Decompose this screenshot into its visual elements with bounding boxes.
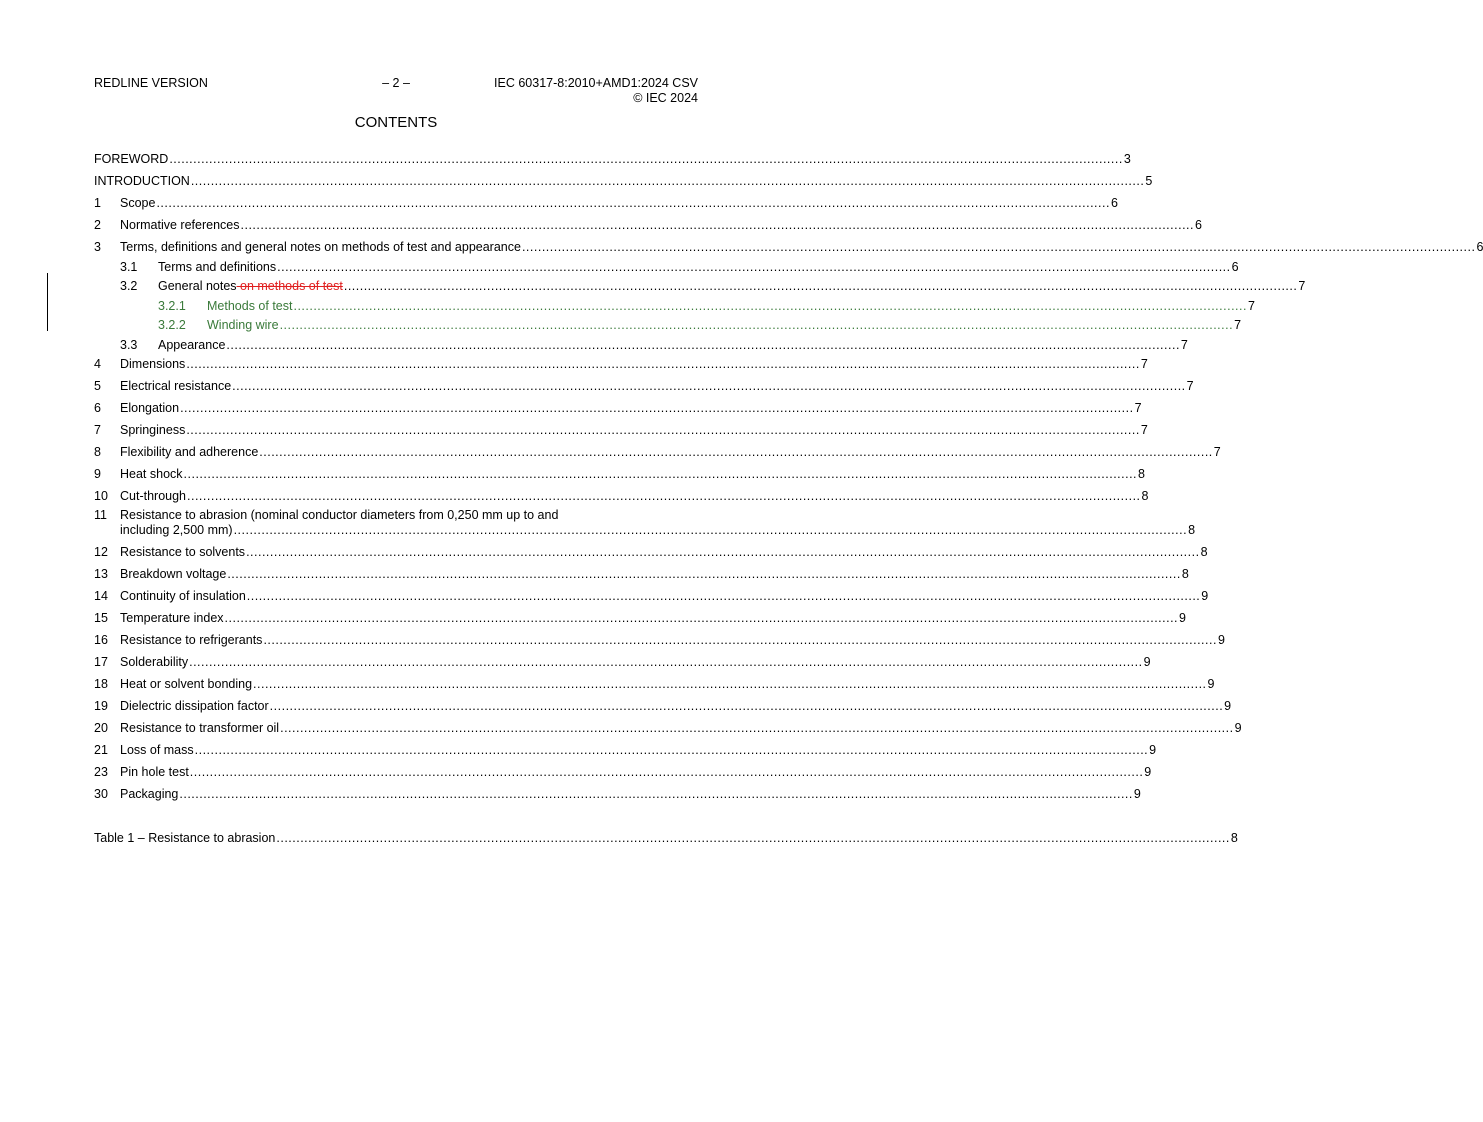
toc-entry-foreword[interactable]: [94, 145, 1131, 167]
toc-entry-elongation[interactable]: [94, 394, 1142, 416]
toc-entry-text: Solderability: [120, 654, 189, 669]
toc-entry-continuity-of-insulation[interactable]: [94, 582, 1209, 604]
toc-entry-number: 11: [94, 507, 107, 522]
toc-entry-number: 1: [94, 196, 101, 210]
toc-entry-dimensions[interactable]: [94, 353, 1148, 372]
toc-page-number: 9: [1234, 720, 1242, 735]
toc-entry-text: Breakdown voltage: [120, 566, 227, 581]
dot-leader: [270, 699, 1224, 714]
dot-leader: [293, 299, 1247, 314]
toc-entry-terms[interactable]: [94, 233, 1483, 255]
toc-entry-temperature-index[interactable]: [94, 604, 1186, 626]
toc-entry-number: 3.2.2: [158, 318, 186, 332]
section-spacer: [94, 802, 698, 824]
toc-entry-number: 9: [94, 466, 101, 481]
toc-entry-number: 19: [94, 698, 108, 713]
toc-entry-number: 8: [94, 444, 101, 459]
dot-leader: [184, 467, 1138, 482]
toc-entry-dielectric-dissipation-factor[interactable]: [94, 692, 1232, 714]
toc-page-number: 8: [1141, 488, 1149, 503]
toc-page-number: 9: [1224, 698, 1232, 713]
toc-page-number: 7: [1234, 318, 1242, 332]
toc-page-number: 7: [1140, 356, 1148, 371]
toc-entry-winding-wire[interactable]: [94, 314, 1242, 334]
toc-entry-text: Packaging: [120, 786, 179, 801]
toc-entry-text: Resistance to abrasion (nominal conductor diameters from 0,250 mm up to and: [120, 507, 559, 522]
toc-entry-text: INTRODUCTION: [94, 174, 190, 188]
toc-page-number: 3: [1123, 152, 1131, 166]
toc-entry-text: Heat shock: [120, 466, 183, 481]
toc-entry-text: Continuity of insulation: [120, 588, 246, 603]
toc-page-number: 5: [1145, 174, 1153, 188]
dot-leader: [247, 589, 1201, 604]
toc-entry-text: including 2,500 mm): [120, 522, 233, 537]
toc-entry-number: 13: [94, 566, 108, 581]
dot-leader: [156, 196, 1110, 211]
toc-page-number: 9: [1149, 742, 1157, 757]
toc-entry-text: General notes: [158, 279, 237, 293]
toc-entry-appearance[interactable]: [94, 333, 1188, 353]
toc-entry-number: 3: [94, 240, 101, 254]
toc-entry-text: Loss of mass: [120, 742, 194, 757]
toc-entry-number: 6: [94, 400, 101, 415]
header-standard-id: [494, 76, 698, 106]
toc-entry-number: 30: [94, 786, 108, 801]
toc-entry-text: Terms and definitions: [158, 259, 277, 274]
toc-entry-text: Terms, definitions and general notes on methods of test and appearance: [120, 240, 521, 254]
toc-entry-scope[interactable]: [94, 189, 1118, 211]
toc-entry-text: Winding wire: [207, 318, 279, 332]
toc-entry-heat-or-solvent-bonding[interactable]: [94, 670, 1215, 692]
toc-entry-text: Springiness: [120, 422, 186, 437]
toc-entry-resistance-to-abrasion[interactable]: [94, 507, 1196, 538]
dot-leader: [226, 338, 1180, 353]
toc-page-number: 6: [1231, 259, 1239, 274]
dot-leader: [227, 567, 1181, 582]
dot-leader: [186, 357, 1140, 372]
toc-entry-number: 3.2.1: [158, 298, 186, 313]
change-bar: [47, 273, 48, 331]
page-title: CONTENTS: [354, 114, 438, 131]
toc-entry-number: 12: [94, 544, 108, 559]
toc-entry-number: 3.2: [120, 279, 138, 293]
dot-leader: [195, 743, 1149, 758]
dot-leader: [280, 721, 1234, 736]
toc-entry-text: Dimensions: [120, 356, 186, 371]
toc-entry-text: Cut-through: [120, 488, 187, 503]
page-header: [94, 76, 698, 108]
toc-page-number: 9: [1133, 786, 1141, 801]
dot-leader: [277, 260, 1231, 275]
toc-page-number: 9: [1207, 676, 1215, 691]
dot-leader: [263, 633, 1217, 648]
toc-page-number: 6: [1476, 240, 1483, 254]
dot-leader: [246, 545, 1200, 560]
toc-entry-flexibility-and-adherence[interactable]: [94, 438, 1221, 460]
toc-entry-text: Dielectric dissipation factor: [120, 698, 269, 713]
dot-leader: [232, 379, 1186, 394]
dot-leader: [191, 174, 1145, 189]
toc-page-number: 8: [1138, 466, 1145, 481]
toc-entry-text: Flexibility and adherence: [120, 444, 259, 459]
deleted-text: on methods of test: [236, 279, 343, 293]
dot-leader: [276, 831, 1230, 846]
toc-entry-text: Appearance: [158, 337, 226, 352]
toc-page-number: 7: [1298, 279, 1306, 293]
toc-entry-number: 5: [94, 378, 101, 393]
table-of-contents: [94, 145, 1483, 846]
toc-entry-resistance-to-transformer-oil[interactable]: [94, 714, 1242, 736]
toc-entry-text: Temperature index: [120, 610, 224, 625]
toc-entry-resistance-to-solvents[interactable]: [94, 538, 1208, 560]
toc-entry-solderability[interactable]: [94, 648, 1151, 670]
dot-leader: [179, 787, 1133, 802]
toc-entry-terms-and-definitions[interactable]: [94, 255, 1239, 275]
toc-entry-packaging[interactable]: [94, 780, 1141, 802]
toc-entry-text: Resistance to refrigerants: [120, 632, 263, 647]
dot-leader: [189, 655, 1143, 670]
table-list-entry-text: Table 1 – Resistance to abrasion: [94, 830, 276, 845]
toc-entry-number: 21: [94, 742, 108, 757]
toc-entry-text: Resistance to solvents: [120, 544, 246, 559]
toc-entry-number: 7: [94, 422, 101, 437]
toc-page-number: 9: [1217, 632, 1225, 647]
toc-entry-text: FOREWORD: [94, 152, 169, 166]
toc-entry-number: 2: [94, 218, 101, 232]
dot-leader: [186, 423, 1140, 438]
toc-entry-number: 3.1: [120, 259, 138, 274]
toc-entry-number: 20: [94, 720, 108, 735]
toc-entry-text: Heat or solvent bonding: [120, 676, 253, 691]
dot-leader: [253, 677, 1207, 692]
toc-entry-number: 4: [94, 356, 101, 371]
toc-page-number: 9: [1143, 654, 1151, 669]
toc-page-number: 7: [1186, 378, 1194, 393]
header-standard-number: IEC 60317-8:2010+AMD1:2024 CSV: [494, 76, 698, 90]
dot-leader: [180, 401, 1134, 416]
dot-leader: [344, 279, 1298, 294]
toc-page-number: 9: [1179, 610, 1186, 625]
toc-entry-text: Electrical resistance: [120, 378, 232, 393]
toc-entry-methods-of-test[interactable]: [94, 294, 1255, 314]
table-list-page-number: 8: [1230, 830, 1238, 845]
toc-page-number: 6: [1195, 218, 1202, 232]
dot-leader: [259, 445, 1213, 460]
toc-entry-text: Normative references: [120, 218, 240, 232]
toc-entry-text: Resistance to transformer oil: [120, 720, 280, 735]
dot-leader: [280, 318, 1234, 333]
toc-page-number: 8: [1181, 566, 1189, 581]
toc-entry-text: Scope: [120, 196, 156, 210]
toc-entry-heat-shock[interactable]: [94, 460, 1145, 482]
dot-leader: [234, 523, 1188, 538]
toc-entry-text: Elongation: [120, 400, 180, 415]
toc-entry-number: 18: [94, 676, 108, 691]
toc-entry-number: 16: [94, 632, 108, 647]
toc-page-number: 9: [1201, 588, 1209, 603]
table-list-entry-table-1[interactable]: [94, 824, 1238, 846]
toc-entry-cut-through[interactable]: [94, 482, 1149, 504]
toc-entry-number: 14: [94, 588, 108, 603]
toc-entry-general-notes[interactable]: [94, 275, 1306, 295]
toc-entry-number: 17: [94, 654, 108, 669]
toc-entry-text-block: [120, 508, 1195, 538]
toc-entry-continuation: [120, 523, 1195, 538]
toc-page-number: 8: [1188, 522, 1196, 537]
toc-page-number: 7: [1180, 337, 1188, 352]
toc-entry-number: 23: [94, 764, 108, 779]
toc-entry-number: 3.3: [120, 337, 138, 352]
toc-page-number: 9: [1144, 764, 1152, 779]
toc-entry-text: Pin hole test: [120, 764, 189, 779]
toc-page-number: 8: [1200, 544, 1208, 559]
toc-entry-normative-references[interactable]: [94, 211, 1202, 233]
toc-entry-pin-hole-test[interactable]: [94, 758, 1152, 780]
header-version: REDLINE VERSION: [94, 76, 208, 90]
toc-entry-introduction[interactable]: [94, 167, 1153, 189]
dot-leader: [190, 765, 1144, 780]
toc-entry-number: 10: [94, 488, 108, 503]
header-copyright: © IEC 2024: [633, 91, 698, 105]
header-page-number: – 2 –: [382, 76, 410, 90]
dot-leader: [169, 152, 1123, 167]
dot-leader: [187, 489, 1141, 504]
toc-page-number: 7: [1213, 444, 1221, 459]
toc-entry-electrical-resistance[interactable]: [94, 372, 1194, 394]
toc-page-number: 7: [1140, 422, 1148, 437]
toc-entry-loss-of-mass[interactable]: [94, 736, 1157, 758]
toc-page-number: 6: [1110, 196, 1118, 210]
toc-entry-resistance-to-refrigerants[interactable]: [94, 626, 1225, 648]
toc-page-number: 7: [1247, 298, 1255, 313]
toc-entry-breakdown-voltage[interactable]: [94, 560, 1189, 582]
toc-entry-text: Methods of test: [207, 298, 293, 313]
dot-leader: [241, 218, 1195, 233]
toc-page-number: 7: [1134, 400, 1142, 415]
dot-leader: [522, 240, 1476, 255]
dot-leader: [225, 611, 1179, 626]
toc-entry-number: 15: [94, 610, 108, 625]
toc-entry-springiness[interactable]: [94, 416, 1148, 438]
